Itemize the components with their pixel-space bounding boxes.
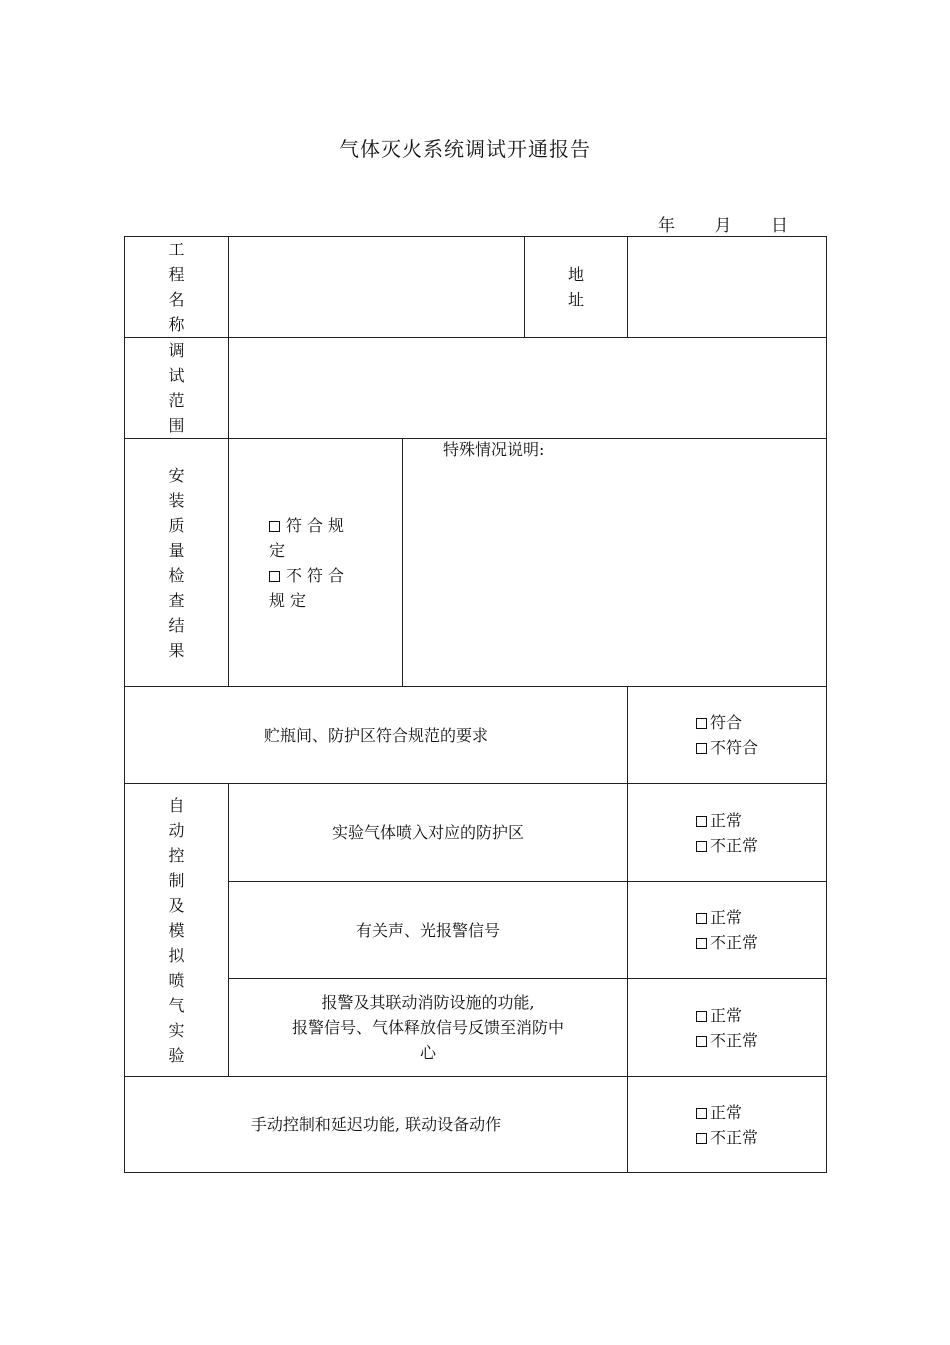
option-normal[interactable]: 正常 [696,905,758,930]
checkbox-icon[interactable] [696,718,707,729]
auto-item-1-result [628,784,827,882]
auto-item-3-line-2: 报警信号、气体释放信号反馈至消防中 [291,1018,564,1037]
special-notes-cell[interactable] [403,439,827,687]
report-table [124,236,827,1173]
auto-item-1-cell [229,784,628,882]
address-label-cell [525,237,628,338]
manual-result [628,1077,827,1173]
auto-item-3-line-3: 心 [419,1043,436,1062]
checkbox-icon[interactable] [269,571,280,582]
project-label: 工程名称 [168,240,185,334]
date-line [658,211,788,236]
manual-text: 手动控制和延迟功能, 联动设备动作 [250,1115,502,1134]
auto-item-1: 实验气体喷入对应的防护区 [331,823,524,842]
checkbox-icon[interactable] [269,521,280,532]
checkbox-icon[interactable] [696,913,707,924]
auto-item-3-cell [229,979,628,1077]
scope-field[interactable] [229,338,827,439]
manual-cell [125,1077,628,1173]
auto-item-2-cell [229,882,628,979]
option-abnormal[interactable]: 不正常 [696,1028,758,1053]
auto-item-3-result [628,979,827,1077]
checkbox-icon[interactable] [696,816,707,827]
checkbox-icon[interactable] [696,938,707,949]
scope-label: 调试范围 [168,341,185,435]
option-conform[interactable]: 符合 [696,710,758,735]
auto-item-3-line-1: 报警及其联动消防设施的功能, [321,993,535,1012]
cylinder-room-text: 贮瓶间、防护区符合规范的要求 [263,725,488,745]
option-abnormal[interactable]: 不正常 [696,1125,758,1150]
date-day: 日 [771,216,788,236]
project-name-field[interactable] [229,237,525,338]
address-field[interactable] [628,237,827,338]
option-abnormal[interactable]: 不正常 [696,930,758,955]
special-notes-label: 特殊情况说明: [443,440,545,459]
scope-label-cell [125,338,229,439]
option-normal[interactable]: 正常 [696,1100,758,1125]
checkbox-icon[interactable] [696,841,707,852]
option-nonconform[interactable]: 不符合 [696,735,758,760]
date-year: 年 [658,216,675,236]
option-normal[interactable]: 正常 [696,808,758,833]
auto-label-cell [125,784,229,1077]
page-title: 气体灭火系统调试开通报告 [339,137,591,161]
install-label-cell [125,439,229,687]
checkbox-icon[interactable] [696,1133,707,1144]
install-option-conform[interactable]: 符合规定 [269,515,350,560]
auto-item-2: 有关声、光报警信号 [355,920,500,940]
option-normal[interactable]: 正常 [696,1003,758,1028]
address-label: 地址 [567,265,584,309]
auto-item-2-result [628,882,827,979]
option-abnormal[interactable]: 不正常 [696,833,758,858]
cylinder-room-cell [125,687,628,784]
auto-label: 自动控制及模拟喷气实验 [168,795,185,1065]
install-options-cell [229,439,403,687]
install-label: 安装质量检查结果 [168,465,185,660]
checkbox-icon[interactable] [696,1108,707,1119]
date-month: 月 [714,216,732,236]
checkbox-icon[interactable] [696,743,707,754]
install-option-nonconform[interactable]: 不符合规定 [269,565,350,610]
cylinder-room-result [628,687,827,784]
checkbox-icon[interactable] [696,1036,707,1047]
checkbox-icon[interactable] [696,1011,707,1022]
project-label-cell [125,237,229,338]
